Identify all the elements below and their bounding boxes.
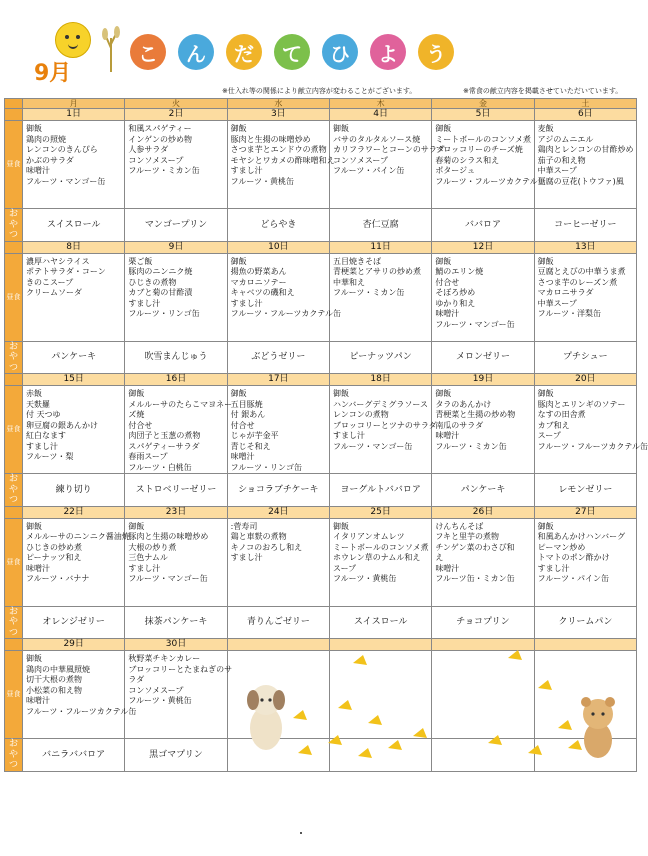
menu-item: キャベツの磯和え xyxy=(230,288,295,297)
menu-item: イタリアンオムレツ xyxy=(332,532,405,541)
menu-item: 人参サラダ xyxy=(128,145,169,154)
menu-item: さつま芋とエンドウの煮物 xyxy=(230,145,327,154)
day-header: 水 xyxy=(227,99,329,109)
menu-item: 豆腐とえびの中華うま煮 xyxy=(537,267,626,276)
menu-cell xyxy=(125,518,227,606)
date-cell: 18日 xyxy=(329,374,431,386)
snack-label: おやつ xyxy=(5,209,23,242)
month-label: 9月 xyxy=(34,61,72,86)
menu-cell xyxy=(329,518,431,606)
menu-item: すまし汁 xyxy=(230,298,263,308)
menu-item: 鶏肉の中華風照焼 xyxy=(26,664,90,674)
menu-item: 味噌汁 xyxy=(230,452,255,461)
menu-cell xyxy=(125,121,227,209)
menu-item: 茄子の和え物 xyxy=(537,155,586,165)
menu-item: 御飯 xyxy=(332,124,349,133)
menu-item: キノコのおろし和え xyxy=(230,542,303,552)
menu-item: 南瓜のサラダ xyxy=(435,420,484,430)
lunch-label: 昼食 xyxy=(5,518,23,606)
title-char: ん xyxy=(178,34,214,70)
menu-item: ポタージュ xyxy=(435,166,475,175)
snack-cell: パンケーキ xyxy=(432,474,534,507)
menu-item: 御飯 xyxy=(537,521,554,531)
date-cell: 19日 xyxy=(432,374,534,386)
menu-item: ブロッコリーのチーズ焼 xyxy=(435,145,523,154)
menu-item: 付 天つゆ xyxy=(26,410,61,419)
menu-item: なすの田舎煮 xyxy=(537,410,586,419)
menu-cell xyxy=(329,386,437,474)
date-cell: 10日 xyxy=(227,241,329,253)
menu-item: 濃厚ハヤシライス xyxy=(26,256,90,266)
snack-cell: ババロア xyxy=(432,209,534,242)
menu-item: フルーツ・マンゴー缶 xyxy=(435,319,515,329)
menu-item: フルーツ・ミカン缶 xyxy=(435,441,507,451)
menu-item: フルーツ・黄桃缶 xyxy=(332,574,397,583)
menu-item: 御飯 xyxy=(26,654,42,663)
menu-item: 豚肉のニンニク焼 xyxy=(128,267,193,276)
menu-item: 五目豚焼 xyxy=(230,399,263,409)
header xyxy=(0,0,642,98)
moon-face-icon xyxy=(55,22,91,58)
speck xyxy=(300,832,302,834)
menu-item: え xyxy=(435,553,444,562)
snack-cell: ショコラブチケーキ xyxy=(227,474,329,507)
title-char: こ xyxy=(130,34,166,70)
snack-cell: コーヒーゼリー xyxy=(534,209,636,242)
menu-item: ひじきの炒め煮 xyxy=(26,542,82,552)
date-cell: 9日 xyxy=(125,241,227,253)
snack-cell: レモンゼリー xyxy=(534,474,636,507)
menu-item: フルーツ・ミカン缶 xyxy=(128,166,200,175)
day-header: 土 xyxy=(534,99,636,109)
side-blank xyxy=(5,639,23,651)
menu-item: スパゲティーサラダ xyxy=(128,441,200,451)
menu-cell xyxy=(227,121,335,209)
date-cell: 5日 xyxy=(432,109,534,121)
menu-item: 豚肉と生揚の味噌炒め xyxy=(230,134,311,144)
menu-item: レンコンの煮物 xyxy=(332,410,389,419)
title-char: て xyxy=(274,34,310,70)
snack-cell: ぶどうゼリー xyxy=(227,341,329,374)
menu-item: 豚肉と生揚の味噌炒め xyxy=(128,532,209,541)
menu-item: 春菊のシラス和え xyxy=(435,155,500,165)
menu-item: ミートボールのコンソメ煮 xyxy=(332,542,429,552)
date-cell: 23日 xyxy=(125,506,227,518)
menu-item: フルーツ・洋梨缶 xyxy=(537,309,601,318)
menu-item: 和風スパゲティー xyxy=(128,124,192,133)
menu-item: ホウレン草のナムル和え xyxy=(332,553,421,562)
menu-item: ブロッコリーとたまねぎのサ xyxy=(128,664,233,674)
menu-cell xyxy=(534,121,636,209)
side-blank xyxy=(5,109,23,121)
date-cell: 1日 xyxy=(23,109,125,121)
menu-item: 秋野菜チキンカレー xyxy=(128,654,201,663)
menu-cell xyxy=(432,386,534,474)
date-cell: 30日 xyxy=(125,639,227,651)
menu-cell xyxy=(329,121,445,209)
menu-item: クリームソーダ xyxy=(26,288,82,297)
menu-item: フキと里芋の煮物 xyxy=(435,532,499,541)
menu-item: 和風あんかけハンバーグ xyxy=(537,532,626,541)
menu-cell xyxy=(23,386,125,474)
menu-item: 味噌汁 xyxy=(435,309,460,318)
menu-item: 付合せ xyxy=(435,277,460,287)
side-blank xyxy=(5,99,23,109)
menu-cell xyxy=(227,253,341,341)
menu-cell xyxy=(329,253,431,341)
snack-cell: パンケーキ xyxy=(23,341,125,374)
menu-item: 豆腐の豆花(トウファ)風 xyxy=(537,176,624,186)
snack-cell: スイスロール xyxy=(23,209,125,242)
menu-item: マカロニサラダ xyxy=(537,288,594,297)
menu-item: フルーツ・リンゴ缶 xyxy=(128,309,200,318)
menu-item: フルーツ・リンゴ缶 xyxy=(230,462,303,472)
date-cell: 29日 xyxy=(23,639,125,651)
menu-item: フルーツ缶・ミカン缶 xyxy=(435,574,515,583)
menu-item: 味噌汁 xyxy=(26,696,50,705)
menu-item: アジのムニエル xyxy=(537,134,594,144)
menu-item: 天麩羅 xyxy=(26,399,50,409)
day-header: 火 xyxy=(125,99,227,109)
menu-item: 鶏肉とレンコンの甘酢炒め xyxy=(537,145,634,154)
snack-cell: マンゴープリン xyxy=(125,209,227,242)
autumn-illustration xyxy=(238,648,633,768)
menu-item: フルーツ・白桃缶 xyxy=(128,462,192,472)
menu-item: コンソメスープ xyxy=(128,685,184,695)
menu-item: ブロッコリーとツナのサラダ xyxy=(332,420,437,430)
date-cell: 16日 xyxy=(125,374,227,386)
menu-item: フルーツ・フルーツカクテル缶 xyxy=(230,309,341,318)
menu-item: チンゲン菜のわさび和 xyxy=(435,542,515,552)
menu-item: 味噌汁 xyxy=(435,563,460,573)
menu-item: 味噌汁 xyxy=(26,166,50,175)
snack-cell: 練り切り xyxy=(23,474,125,507)
date-cell: 3日 xyxy=(227,109,329,121)
menu-item: すまし汁 xyxy=(230,553,263,562)
menu-item: 揚魚の野菜あん xyxy=(230,267,287,276)
day-header: 月 xyxy=(23,99,125,109)
menu-item: 御飯 xyxy=(26,521,42,531)
menu-cell xyxy=(534,386,648,474)
snack-cell: どらやき xyxy=(227,209,329,242)
menu-item: モヤシとワカメの酢味噌和え xyxy=(230,155,335,165)
menu-item: 中華スープ xyxy=(537,166,577,175)
menu-cell xyxy=(432,518,534,606)
menu-cell xyxy=(227,518,329,606)
date-cell: 22日 xyxy=(23,506,125,518)
menu-item: 麦飯 xyxy=(537,124,554,133)
title-char: ひ xyxy=(322,34,358,70)
day-header: 金 xyxy=(432,99,534,109)
menu-item: フルーツ・梨 xyxy=(26,452,74,461)
ginkgo-leaves-icon xyxy=(293,650,582,758)
date-cell: 13日 xyxy=(534,241,636,253)
menu-item: 赤飯 xyxy=(26,389,42,398)
side-blank xyxy=(5,374,23,386)
menu-item: すまし汁 xyxy=(128,298,161,308)
menu-item: 御飯 xyxy=(537,256,554,266)
date-cell: 24日 xyxy=(227,506,329,518)
snack-cell: オレンジゼリー xyxy=(23,606,125,639)
menu-item: 御飯 xyxy=(332,389,349,398)
title-char: よ xyxy=(370,34,406,70)
menu-item: 鯖のエリン焼 xyxy=(435,267,484,276)
side-blank xyxy=(5,506,23,518)
menu-cell xyxy=(23,518,130,606)
menu-item: ミートボールのコンソメ煮 xyxy=(435,134,531,144)
menu-item: 大根の炒り煮 xyxy=(128,542,177,552)
puppy-icon xyxy=(247,685,285,750)
menu-item: 御飯 xyxy=(230,389,247,398)
snack-cell: 杏仁豆腐 xyxy=(329,209,431,242)
menu-item: 御飯 xyxy=(537,389,554,398)
menu-item: フルーツ・フルーツカクテル缶 xyxy=(435,176,546,186)
menu-item: 卵豆腐の銀あんかけ xyxy=(26,420,98,430)
date-cell: 25日 xyxy=(329,506,431,518)
menu-item: 御飯 xyxy=(435,124,452,133)
menu-cell xyxy=(125,253,227,341)
menu-item: 御飯 xyxy=(26,124,42,133)
menu-item: 御飯 xyxy=(435,389,452,398)
snack-cell: メロンゼリー xyxy=(432,341,534,374)
menu-cell xyxy=(227,386,329,474)
snack-cell: バニラババロア xyxy=(23,739,125,772)
menu-item: 春雨スープ xyxy=(128,452,168,461)
menu-item: 味噌汁 xyxy=(26,563,50,573)
menu-cell xyxy=(125,386,233,474)
menu-item: メルルーサのたらこマヨネー xyxy=(128,399,233,409)
menu-item: インゲンの炒め物 xyxy=(128,134,193,144)
menu-item: スープ xyxy=(332,563,357,573)
menu-item: 味噌汁 xyxy=(435,431,460,440)
title-char: う xyxy=(418,34,454,70)
menu-item: ひじきの煮物 xyxy=(128,277,177,287)
snack-label: おやつ xyxy=(5,606,23,639)
snack-cell: ピーナッツパン xyxy=(329,341,431,374)
menu-cell xyxy=(534,518,636,606)
date-cell: 15日 xyxy=(23,374,125,386)
menu-item: 中華スープ xyxy=(537,298,577,308)
menu-item: :菅寿司 xyxy=(230,521,258,531)
menu-item: フルーツ・バナナ xyxy=(26,574,90,583)
menu-item: ピーナッツ和え xyxy=(26,553,82,562)
menu-item: 肉団子と玉葱の煮物 xyxy=(128,431,201,440)
date-cell: 17日 xyxy=(227,374,329,386)
snack-cell: プチシュー xyxy=(534,341,636,374)
menu-item: 五目焼きそば xyxy=(332,256,381,266)
menu-item: ズ焼 xyxy=(128,410,145,419)
menu-item: フルーツ・フルーツカクテル缶 xyxy=(26,706,137,716)
menu-cell xyxy=(432,253,534,341)
menu-item: すまし汁 xyxy=(128,563,161,573)
date-cell: 11日 xyxy=(329,241,431,253)
date-cell: 20日 xyxy=(534,374,636,386)
menu-item: すまし汁 xyxy=(230,166,263,175)
menu-item: 鶏肉の照焼 xyxy=(26,134,66,144)
menu-item: トマトのポン酢かけ xyxy=(537,553,610,562)
menu-item: けんちんそば xyxy=(435,521,484,531)
menu-item: ゆかり和え xyxy=(435,298,476,308)
menu-cell xyxy=(534,253,636,341)
menu-item: 付合せ xyxy=(230,420,255,430)
snack-cell: スイスロール xyxy=(329,606,431,639)
snack-label: おやつ xyxy=(5,474,23,507)
title-char: だ xyxy=(226,34,262,70)
menu-item: 青梗菜とアサリの炒め煮 xyxy=(332,267,421,276)
menu-item: 御飯 xyxy=(230,124,247,133)
snack-cell: チョコプリン xyxy=(432,606,534,639)
menu-cell xyxy=(125,651,233,739)
snack-cell: 黒ゴマプリン xyxy=(125,739,227,772)
day-header: 木 xyxy=(329,99,431,109)
menu-item: すまし汁 xyxy=(26,441,58,451)
page-title xyxy=(130,34,454,70)
menu-item: カリフラワーとコーンのサラダ xyxy=(332,145,445,154)
menu-item: カブ和え xyxy=(537,420,570,430)
menu-item: ポテトサラダ・コーン xyxy=(26,267,106,276)
menu-item: 御飯 xyxy=(230,256,247,266)
date-cell: 6日 xyxy=(534,109,636,121)
snack-label: おやつ xyxy=(5,739,23,772)
menu-item: タラのあんかけ xyxy=(435,399,492,409)
menu-item: フルーツ・マンゴー缶 xyxy=(26,176,106,186)
snack-label: おやつ xyxy=(5,341,23,374)
menu-item: ピーマン炒め xyxy=(537,542,586,552)
menu-item: 付合せ xyxy=(128,420,153,430)
menu-item: きのこスープ xyxy=(26,277,74,287)
menu-item: 御飯 xyxy=(332,521,349,531)
menu-item: 豚肉とエリンギのソテー xyxy=(537,399,626,409)
menu-item: フルーツ・黄桃缶 xyxy=(230,176,295,186)
menu-item: 付 銀あん xyxy=(230,410,266,419)
menu-item: 鶏と車麩の煮物 xyxy=(230,532,287,541)
date-cell: 2日 xyxy=(125,109,227,121)
menu-item: 栗ご飯 xyxy=(128,256,153,266)
date-cell: 8日 xyxy=(23,241,125,253)
menu-item: すまし汁 xyxy=(332,431,365,440)
date-cell: 4日 xyxy=(329,109,431,121)
menu-item: フルーツ・パイン缶 xyxy=(537,574,609,583)
menu-item: 青梗菜と生揚の炒め物 xyxy=(435,410,516,419)
menu-item: フルーツ・マンゴー缶 xyxy=(332,441,413,451)
snack-cell: 青りんごゼリー xyxy=(227,606,329,639)
menu-item: そぼろ炒め xyxy=(435,288,476,297)
menu-item: コンソメスープ xyxy=(332,155,389,165)
menu-item: じゃが芋金平 xyxy=(230,431,279,440)
snack-cell: ストロベリーゼリー xyxy=(125,474,227,507)
menu-item: かぶのサラダ xyxy=(26,155,74,165)
snack-cell: ヨーグルトババロア xyxy=(329,474,431,507)
date-cell: 27日 xyxy=(534,506,636,518)
menu-item: ハンバーグデミグラソース xyxy=(332,399,429,409)
lunch-label: 昼食 xyxy=(5,253,23,341)
date-cell: 12日 xyxy=(432,241,534,253)
menu-item: メルルーサのニンニク醤油焼 xyxy=(26,532,130,541)
menu-item: フルーツ・黄桃缶 xyxy=(128,696,192,705)
menu-item: コンソメスープ xyxy=(128,155,184,165)
menu-item: フルーツ・フルーツカクテル缶 xyxy=(537,441,648,451)
menu-item: 三色ナムル xyxy=(128,553,168,562)
menu-item: フルーツ・マンゴー缶 xyxy=(128,574,208,583)
pampas-grass-icon xyxy=(100,28,122,72)
note-right: ※常食の献立内容を掲載させていただいています。 xyxy=(463,87,623,95)
lunch-label: 昼食 xyxy=(5,121,23,209)
lunch-label: 昼食 xyxy=(5,651,23,739)
snack-cell: 吹雪まんじゅう xyxy=(125,341,227,374)
menu-item: 中華和え xyxy=(332,277,365,287)
date-cell: 26日 xyxy=(432,506,534,518)
menu-item: レンコンのきんぴら xyxy=(26,145,98,154)
menu-item: さつま芋のレーズン煮 xyxy=(537,277,618,287)
lunch-label: 昼食 xyxy=(5,386,23,474)
menu-item: バサのタルタルソース焼 xyxy=(332,134,421,144)
menu-item: フルーツ・パイン缶 xyxy=(332,166,405,175)
menu-item: 青じそ和え xyxy=(230,441,271,451)
menu-item: 御飯 xyxy=(128,521,145,531)
menu-item: ラダ xyxy=(128,675,145,684)
menu-item: 小松菜の和え物 xyxy=(26,685,82,695)
side-blank xyxy=(5,241,23,253)
menu-item: 御飯 xyxy=(435,256,452,266)
menu-item: 御飯 xyxy=(128,389,145,398)
menu-item: 紅白なます xyxy=(26,431,66,440)
menu-item: フルーツ・ミカン缶 xyxy=(332,288,405,297)
menu-item: スープ xyxy=(537,431,561,440)
menu-cell xyxy=(23,121,125,209)
menu-item: カブと菊の甘酢漬 xyxy=(128,288,193,297)
snack-cell: 抹茶パンケーキ xyxy=(125,606,227,639)
snack-cell: クリームパン xyxy=(534,606,636,639)
menu-item: すまし汁 xyxy=(537,563,570,573)
menu-item: 切干大根の煮物 xyxy=(26,675,82,684)
menu-item: マカロニソテー xyxy=(230,277,287,287)
note-left: ※仕入れ等の関係により献立内容が変わることがございます。 xyxy=(222,87,417,95)
bear-icon xyxy=(581,697,615,758)
menu-cell xyxy=(23,253,125,341)
